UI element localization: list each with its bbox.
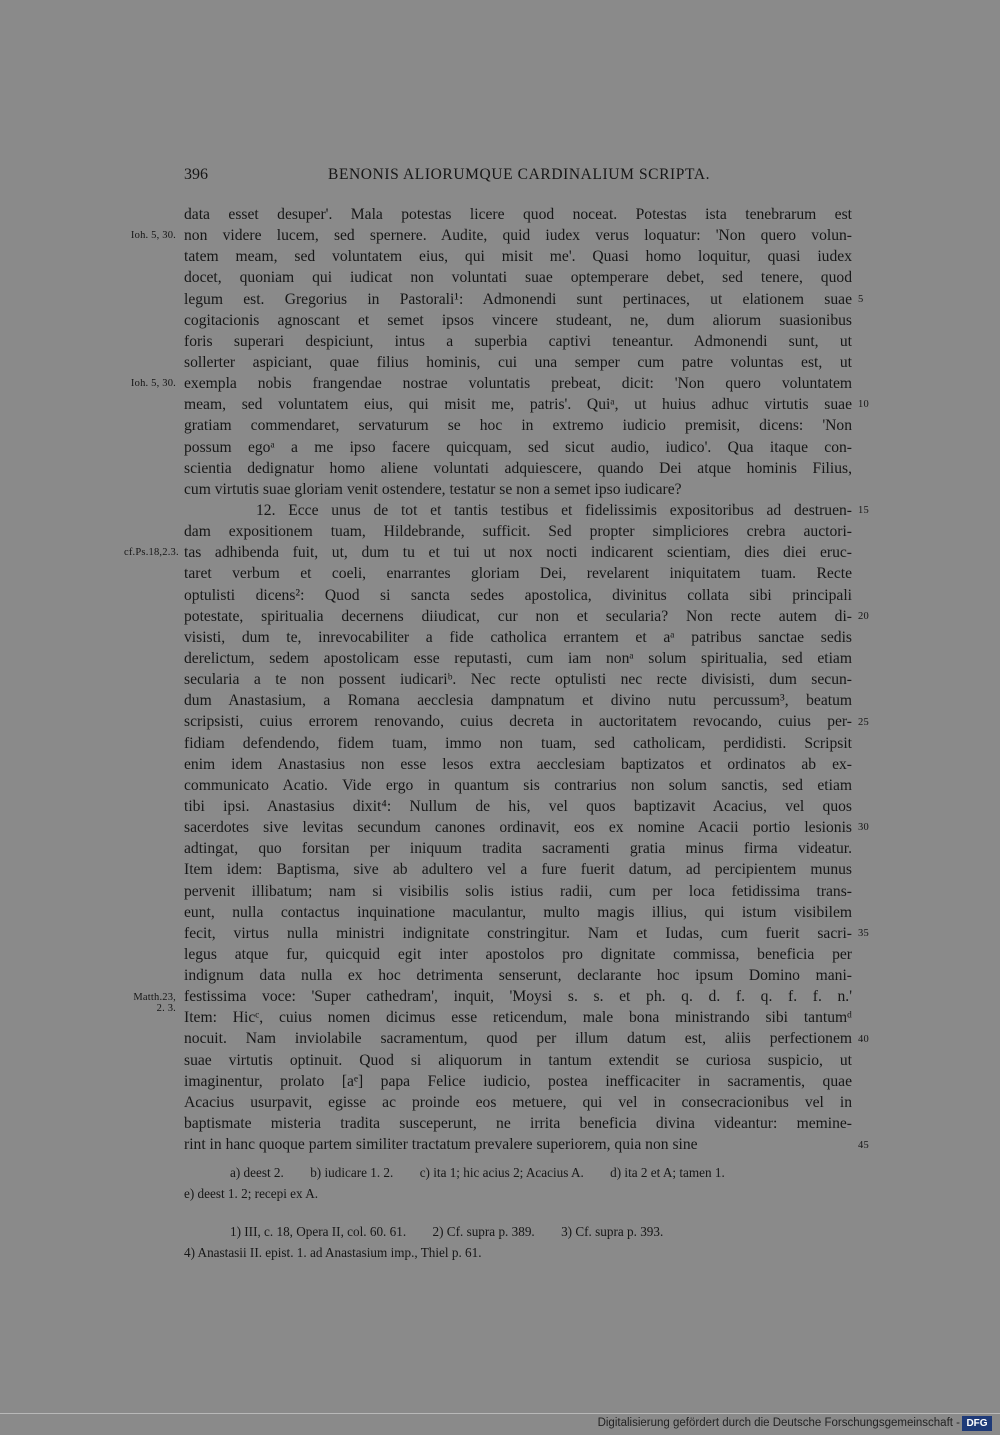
- body-line: sacerdotes sive levitas secundum canones ordinavit, eos ex nomine Acacii portio lesionis: [184, 819, 852, 837]
- body-line: 12. Ecce unus de tot et tantis testibus et fidelissimis expositoribus ad destruen-: [256, 501, 852, 519]
- running-head: [184, 166, 854, 188]
- body-line: scientia dedignatur homo aliene voluntati adquiescere, quando Dei atque hominis Filius,: [184, 459, 852, 477]
- body-line: rint in hanc quoque partem similiter tractatum prevalere superiorem, quia non sine: [184, 1136, 698, 1154]
- variant-notes: [184, 1162, 852, 1204]
- line-number: 10: [858, 399, 870, 411]
- body-line: data esset desuper'. Mala potestas licere quod noceat. Potestas ista tenebrarum est: [184, 206, 852, 223]
- body-line: tibi ipsi. Anastasius dixit⁴: Nullum de his, vel quos baptizavit Acacius, vel quos: [184, 797, 852, 815]
- running-title: BENONIS ALIORUMQUE CARDINALIUM SCRIPTA.: [328, 166, 711, 183]
- footnote-line: e) deest 1. 2; recepi ex A.: [184, 1186, 319, 1201]
- page-number: 396: [184, 166, 208, 183]
- body-line: scripsisti, cuius errorem renovando, cuius decreta in auctoritatem revocando, cuius per-: [184, 713, 852, 731]
- footnote-line: 1) III, c. 18, Opera II, col. 60. 61. 2) Cf. supra p. 389. 3) Cf. supra p. 393.: [230, 1224, 664, 1239]
- margin-reference: Matth.23, 2. 3.: [133, 991, 176, 1014]
- body-line: fecit, virtus nulla ministri indignitate constringitur. Nam et Iudas, cum fuerit sacri-: [184, 924, 852, 942]
- body-line: pervenit illibatum; nam si visibilis solis istius radii, cum per loca fetidissima trans-: [184, 882, 852, 900]
- dfg-logo: DFG: [962, 1416, 992, 1431]
- body-line: dum Anastasium, a Romana aecclesia dampnatum et divino nutu percussum³, beatum: [184, 692, 852, 710]
- body-line: visisti, dum te, inrevocabiliter a fide catholica errantem et aᵃ patribus sanctae sedis: [184, 628, 852, 646]
- line-number: 35: [858, 928, 870, 940]
- body-line: nocuit. Nam inviolabile sacramentum, quod per illum datum est, aliis perfectionem: [184, 1030, 852, 1048]
- body-line: possum egoᵃ a me ipso facere quicquam, sed sicut audio, iudico'. Qua itaque con-: [184, 438, 852, 456]
- body-line: foris superari despiciunt, intus a superbia captivi teneantur. Admonendi sunt, ut: [184, 332, 852, 350]
- line-number: 20: [858, 610, 870, 622]
- body-line: legus atque fur, quicquid egit inter apostolos pro dignitate commissa, beneficia per: [184, 945, 852, 963]
- body-line: non videre lucem, sed spernere. Audite, quid iudex verus loquatur: 'Non quero volun-: [184, 227, 852, 245]
- body-line: imaginentur, prolato [aᵉ] papa Felice iudicio, postea inefficaciter in sacramentis, quae: [184, 1072, 852, 1090]
- footer-bar: [0, 1413, 1000, 1435]
- footer-credit: Digitalisierung gefördert durch die Deutsche Forschungsgemeinschaft -: [597, 1417, 960, 1429]
- line-number: 5: [858, 293, 864, 305]
- source-notes: [184, 1221, 852, 1263]
- body-line: Item idem: Baptisma, sive ab adultero vel a fure fuerit datum, ad percipientem munus: [184, 861, 852, 879]
- body-line: meam, sed voluntatem eius, qui misit me, patris'. Quiᵃ, ut huius adhuc virtutis suae: [184, 396, 852, 414]
- line-number: 25: [858, 716, 870, 728]
- line-number: 45: [858, 1139, 870, 1151]
- line-number: 30: [858, 822, 870, 834]
- body-line: Acacius usurpavit, egisse ac proinde eos metuere, qui vel in consecracionibus vel in: [184, 1093, 852, 1111]
- margin-reference: Ioh. 5, 30.: [130, 230, 176, 242]
- body-line: potestate, spiritualia decernens diiudicat, cur non et secularia? Non recte autem di-: [184, 607, 852, 625]
- body-line: dam expositionem tuam, Hildebrande, sufficit. Sed propter simpliciores crebra auctori-: [184, 523, 852, 541]
- body-line: suae virtutis optinuit. Quod si aliquorum in tantum extendit se curiosa suspicio, ut: [184, 1051, 852, 1069]
- body-line: derelictum, sedem apostolicam esse reputasti, cum iam nonᵃ solum spiritualia, sed etiam: [184, 649, 852, 667]
- body-line: legum est. Gregorius in Pastorali¹: Admonendi sunt pertinaces, ut elationem suae: [184, 290, 852, 308]
- margin-reference: Ioh. 5, 30.: [130, 378, 176, 390]
- line-number: 40: [858, 1033, 870, 1045]
- footnote-line: 4) Anastasii II. epist. 1. ad Anastasium imp., Thiel p. 61.: [184, 1245, 482, 1260]
- body-line: cum virtutis suae gloriam venit ostendere, testatur se non a semet ipso iudicare?: [184, 480, 682, 498]
- body-line: sollerter aspiciant, quae filius hominis, cui una semper cum patre voluntas est, ut: [184, 353, 852, 371]
- body-line: baptismate misteria tradita susceperunt, ne irrita beneficia divina videantur: memine-: [184, 1115, 852, 1133]
- line-number: 15: [858, 505, 870, 517]
- body-line: taret verbum et coeli, enarrantes gloriam Dei, revelarent iniquitatem tuam. Recte: [184, 565, 852, 583]
- body-line: fidiam defendendo, fidem tuam, immo non tuam, sed catholicam, perdidisti. Scripsit: [184, 734, 852, 752]
- margin-reference: cf.Ps.18,2.3.: [124, 547, 179, 559]
- body-line: docet, quoniam qui iudicat non voluntati suae optemperare debet, sed tenere, quod: [184, 269, 852, 287]
- body-line: tas adhibenda fuit, ut, dum tu et tui ut nox nocti indicarent scientiam, dies diei eruc-: [184, 544, 852, 562]
- body-line: indignum data nulla ex hoc detrimenta senserunt, declarante hoc ipsum Domino mani-: [184, 967, 852, 985]
- body-line: festissima voce: 'Super cathedram', inquit, 'Moysi s. s. et ph. q. d. f. q. f. f. n.': [184, 988, 852, 1006]
- body-text: [184, 204, 852, 1155]
- body-line: exempla nobis frangendae nostrae voluntatis prebeat, dicit: 'Non quero voluntatem: [184, 375, 852, 393]
- body-line: tatem meam, sed voluntatem eius, qui misit me'. Quasi homo loquitur, quasi iudex: [184, 248, 852, 266]
- body-line: Item: Hicᶜ, cuius nomen dicimus esse reticendum, male bona ministrando sibi tantumᵈ: [184, 1009, 852, 1027]
- body-line: optulisti dicens²: Quod si sancta sedes apostolica, divinitus collata sibi principali: [184, 586, 852, 604]
- body-line: enim idem Anastasius non esse lesos extra aecclesiam baptizatos et ordinatos ab ex-: [184, 755, 852, 773]
- body-line: secularia a te non possent iudicariᵇ. Nec recte optulisti nec recte divisisti, dum secun-: [184, 671, 852, 689]
- footnote-line: a) deest 2. b) iudicare 1. 2. c) ita 1; hic acius 2; Acacius A. d) ita 2 et A; tamen 1.: [230, 1165, 725, 1180]
- body-line: cogitacionis agnoscant et semet ipsos vincere studeant, ne, dum aliorum suasionibus: [184, 311, 852, 329]
- body-line: communicato Acatio. Vide ergo in quantum sis contrarius non solum sanctis, sed etiam: [184, 776, 852, 794]
- body-line: adtingat, quo forsitan per iniquum tradita sacramenti gratia minus firma videatur.: [184, 840, 852, 858]
- body-line: gratiam commendaret, servaturum se hoc in extremo iudicio premisit, dicens: 'Non: [184, 417, 852, 435]
- body-line: eunt, nulla contactus inquinatione maculantur, multo magis illius, qui istum visibilem: [184, 903, 852, 921]
